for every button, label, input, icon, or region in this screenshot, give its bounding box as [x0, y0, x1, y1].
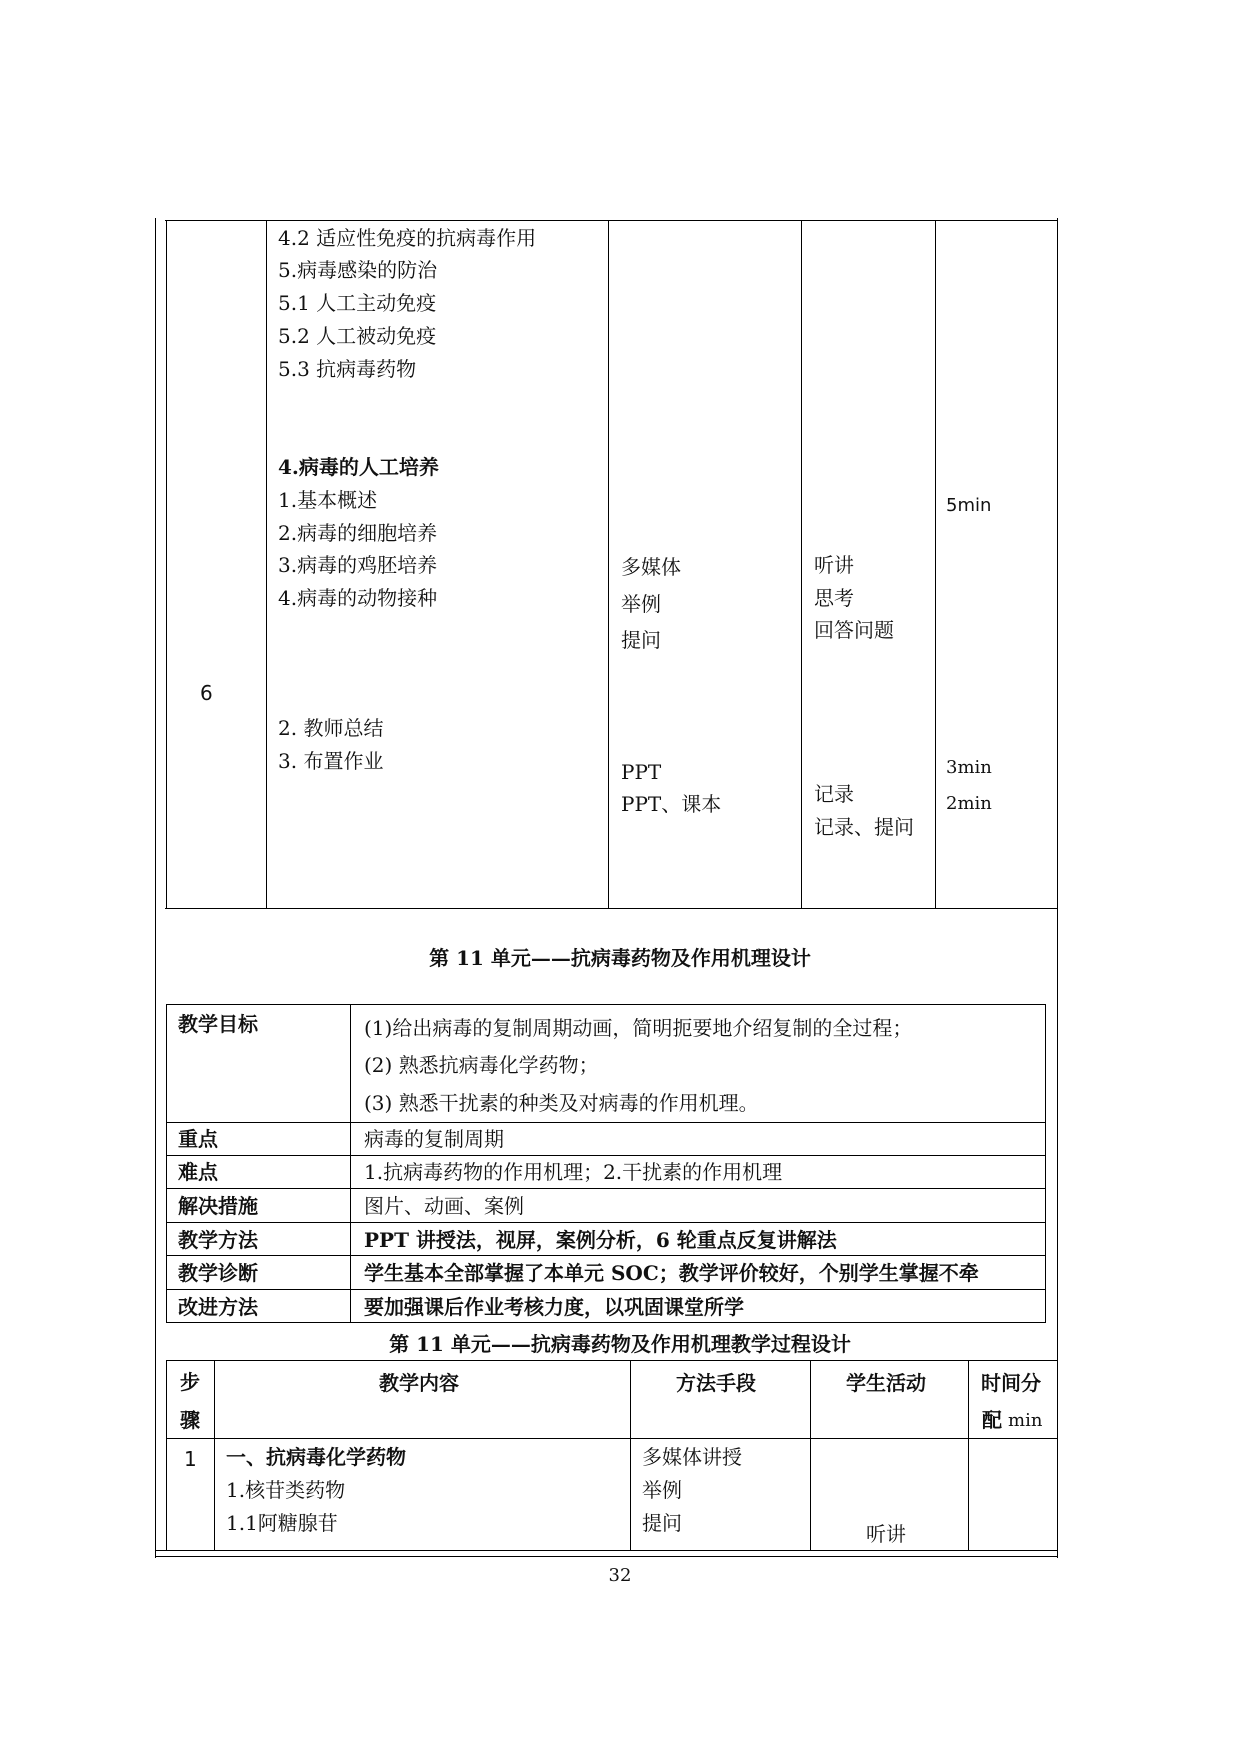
method-item: 多媒体 — [621, 555, 681, 579]
activity-item: 思考 — [814, 586, 854, 610]
process-title: 第 11 单元——抗病毒药物及作用机理教学过程设计 — [389, 1332, 851, 1356]
row-value: (1)给出病毒的复制周期动画，简明扼要地介绍复制的全过程； — [364, 1016, 913, 1040]
row-method: 提问 — [642, 1511, 682, 1535]
content-heading: 4.病毒的人工培养 — [278, 455, 439, 479]
content-line: 1.基本概述 — [278, 488, 378, 512]
method-item: 举例 — [621, 592, 661, 616]
row-label: 教学目标 — [178, 1012, 258, 1036]
method-item: PPT、课本 — [621, 792, 722, 816]
row-value: 学生基本全部掌握了本单元 SOC；教学评价较好，个别学生掌握不牵 — [364, 1261, 979, 1285]
header-content: 教学内容 — [379, 1371, 459, 1395]
activity-item: 听讲 — [814, 553, 854, 577]
content-line: 2. 教师总结 — [278, 716, 384, 740]
time-item: 3min — [946, 757, 992, 778]
time-item: 2min — [946, 793, 992, 814]
content-line: 5.1 人工主动免疫 — [278, 291, 437, 315]
content-line: 5.3 抗病毒药物 — [278, 357, 417, 381]
header-step: 步 — [180, 1370, 200, 1394]
row-content: 1.核苷类药物 — [226, 1478, 346, 1502]
row-value: PPT 讲授法，视屏，案例分析，6 轮重点反复讲解法 — [364, 1228, 837, 1252]
row-content-heading: 一、抗病毒化学药物 — [226, 1445, 406, 1469]
header-step: 骤 — [180, 1408, 200, 1432]
row-label: 难点 — [178, 1160, 218, 1184]
content-line: 5.病毒感染的防治 — [278, 258, 438, 282]
method-item: 提问 — [621, 628, 661, 652]
header-time: 配 — [982, 1408, 1002, 1432]
activity-item: 记录 — [814, 782, 854, 806]
row-step: 1 — [184, 1447, 197, 1471]
row-content: 1.1阿糖腺苷 — [226, 1511, 338, 1535]
row-label: 解决措施 — [178, 1194, 258, 1218]
row-label: 教学诊断 — [178, 1261, 258, 1285]
row-value: (3) 熟悉干扰素的种类及对病毒的作用机理。 — [364, 1091, 759, 1115]
row-value: 1.抗病毒药物的作用机理；2.干扰素的作用机理 — [364, 1160, 783, 1184]
content-line: 4.2 适应性免疫的抗病毒作用 — [278, 226, 537, 250]
content-line: 3.病毒的鸡胚培养 — [278, 553, 438, 577]
page-number: 32 — [608, 1565, 632, 1586]
header-method: 方法手段 — [676, 1371, 756, 1395]
row-value: 病毒的复制周期 — [364, 1127, 504, 1151]
header-activity: 学生活动 — [846, 1371, 926, 1395]
row-method: 举例 — [642, 1478, 682, 1502]
step-number: 6 — [200, 681, 213, 705]
content-line: 4.病毒的动物接种 — [278, 586, 438, 610]
activity-item: 回答问题 — [814, 618, 894, 642]
row-value: 要加强课后作业考核力度，以巩固课堂所学 — [364, 1295, 744, 1319]
row-label: 重点 — [178, 1127, 218, 1151]
row-label: 教学方法 — [178, 1228, 258, 1252]
content-line: 3. 布置作业 — [278, 749, 384, 773]
time-item: 5min — [946, 495, 992, 516]
activity-item: 记录、提问 — [814, 815, 914, 839]
row-value: 图片、动画、案例 — [364, 1194, 524, 1218]
content-line: 5.2 人工被动免疫 — [278, 324, 437, 348]
header-time-unit: min — [1008, 1410, 1043, 1431]
row-method: 多媒体讲授 — [642, 1445, 742, 1469]
row-activity: 听讲 — [866, 1522, 906, 1546]
row-value: (2) 熟悉抗病毒化学药物； — [364, 1053, 599, 1077]
unit-title: 第 11 单元——抗病毒药物及作用机理设计 — [429, 946, 811, 970]
content-line: 2.病毒的细胞培养 — [278, 521, 438, 545]
method-item: PPT — [621, 760, 662, 784]
header-time: 时间分 — [981, 1371, 1041, 1395]
row-label: 改进方法 — [178, 1295, 258, 1319]
